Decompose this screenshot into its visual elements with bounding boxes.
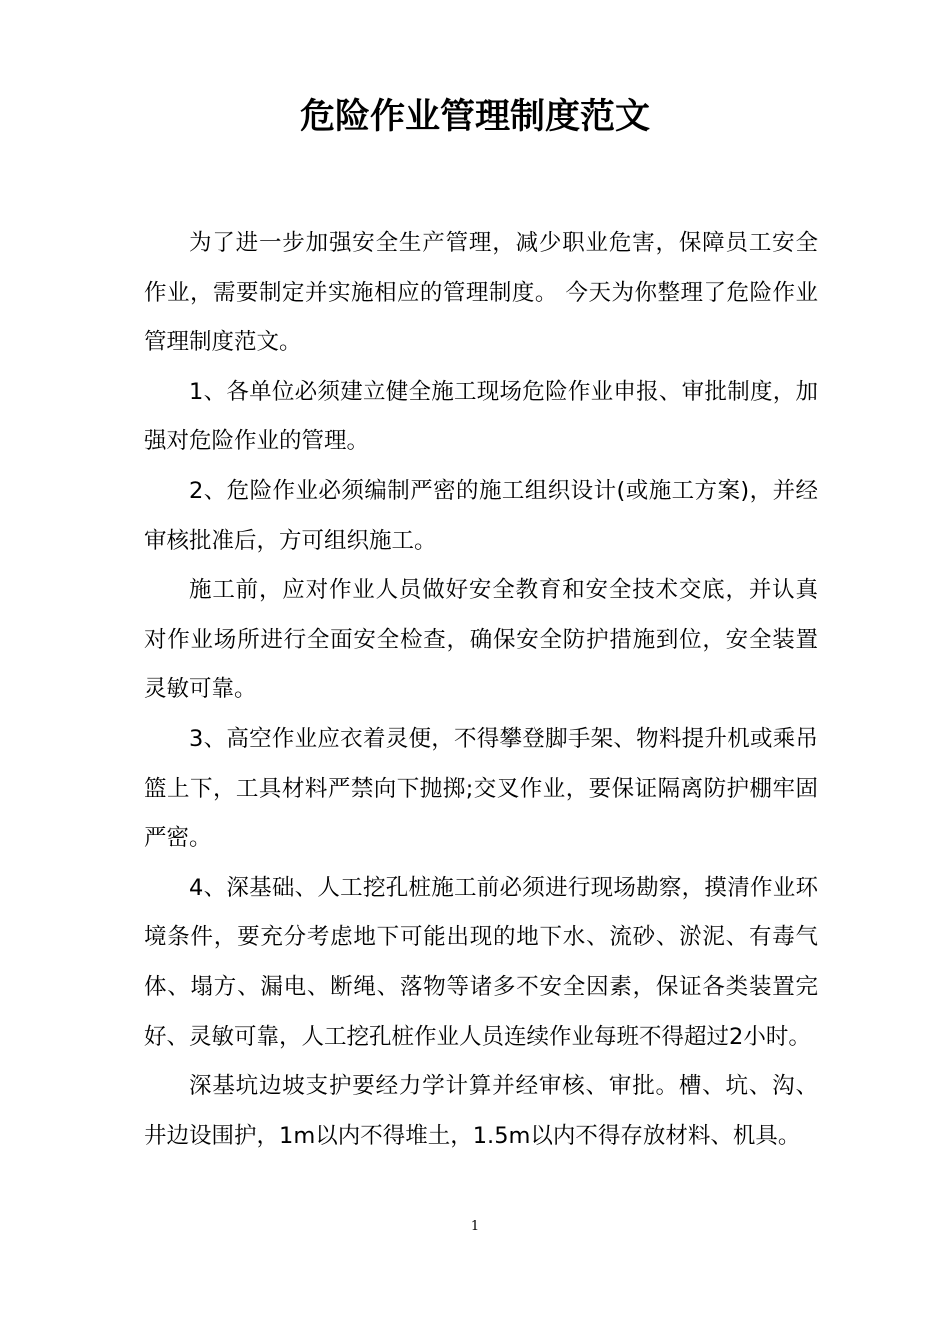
paragraph-item-2: 2、危险作业必须编制严密的施工组织设计(或施工方案)，并经审核批准后，方可组织施工。 [144,477,818,554]
paragraph-item-1: 1、各单位必须建立健全施工现场危险作业申报、审批制度，加强对危险作业的管理。 [144,378,818,455]
paragraph-pre-construction: 施工前，应对作业人员做好安全教育和安全技术交底，并认真对作业场所进行全面安全检查，确保安全防护措施到位，安全装置灵敏可靠。 [144,577,818,703]
paragraph-foundation-pit: 深基坑边坡支护要经力学计算并经审核、审批。槽、坑、沟、井边设围护，1m以内不得堆土，1.5m以内不得存放材料、机具。 [144,1073,818,1149]
paragraph-item-4: 4、深基础、人工挖孔桩施工前必须进行现场勘察，摸清作业环境条件，要充分考虑地下可能出现的地下水、流砂、淤泥、有毒气体、塌方、漏电、断绳、落物等诸多不安全因素，保证各类装置完好、灵敏可靠，人工挖孔桩作业人员连续作业每班不得超过2小时。 [144,874,818,1050]
document-title: 危险作业管理制度范文 [299,97,650,137]
page-number: 1 [470,1219,480,1234]
document-body [144,219,818,1161]
paragraph-item-3: 3、高空作业应衣着灵便，不得攀登脚手架、物料提升机或乘吊篮上下，工具材料严禁向下抛掷;交叉作业，要保证隔离防护棚牢固严密。 [144,725,818,852]
paragraph-intro: 为了进一步加强安全生产管理，减少职业危害，保障员工安全作业，需要制定并实施相应的管理制度。 今天为你整理了危险作业管理制度范文。 [144,230,818,356]
